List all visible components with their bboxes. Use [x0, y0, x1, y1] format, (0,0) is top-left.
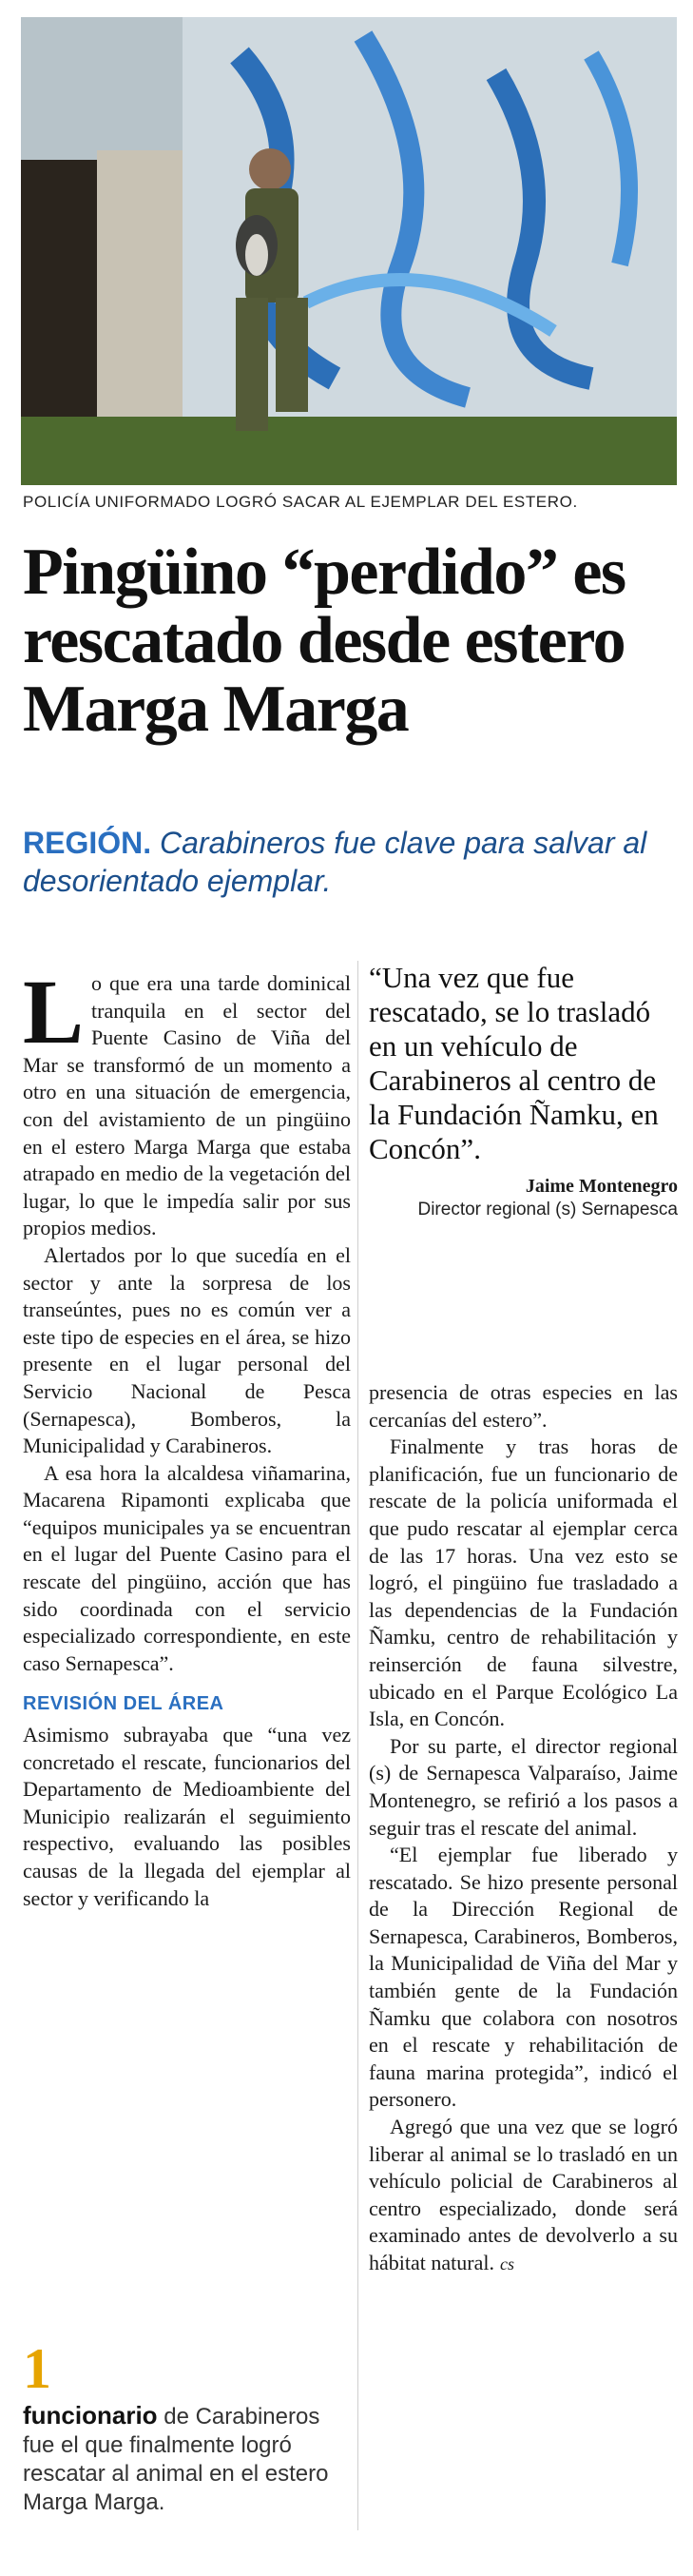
paragraph: Alertados por lo que sucedía en el sector y ante la sorpresa de los transeúntes, pues no es común ver a este tipo de especies en el área, se hizo presente en el lugar personal del Servicio Nacional de Pesca (Sernapesca), Bomberos, la Municipalidad y Carabineros. [23, 1242, 351, 1458]
paragraph: Asimismo subrayaba que “una vez concretado el rescate, funcionarios del Departamento de Medioambiente del Municipio realizarán el seguimiento respectivo, evaluando las posibles causas de la llegada del ejemplar al sector y verificando la [23, 1723, 351, 1910]
paragraph: presencia de otras especies en las cercanías del estero”. [369, 1380, 678, 1432]
deck-region: REGIÓN. [23, 826, 152, 860]
quote-text: “Una vez que fue rescatado, se lo trasladó en un vehículo de Carabineros al centro de la Fundación Ñamku, en Concón”. [369, 961, 659, 1165]
headline: Pingüino “perdido” es rescatado desde estero Marga Marga [23, 536, 626, 746]
subhead: REVISIÓN DEL ÁREA [23, 1693, 224, 1715]
paragraph: Por su parte, el director regional (s) de Sernapesca Valparaíso, Jaime Montenegro, se refirió a los pasos a seguir tras el rescate del animal. [369, 1733, 678, 1840]
fact-number: 1 [23, 2337, 51, 2400]
deck-text: Carabineros fue clave para salvar al desorientado ejemplar. [23, 826, 647, 898]
body-right-column [369, 1379, 678, 2278]
paragraph-text: Agregó que una vez que se logró liberar al animal se lo trasladó en un vehículo policial de Carabineros al centro especializado, donde será examinado antes de devolverlo a su hábitat natural. [369, 2115, 678, 2274]
body-left-column [23, 961, 351, 1912]
dropcap: L [23, 961, 85, 1063]
column-divider [357, 961, 358, 2530]
article-photo [21, 17, 677, 485]
end-mark: cs [499, 2254, 514, 2274]
quote-role: Director regional (s) Sernapesca [417, 1200, 678, 1220]
quote-author: Jaime Montenegro [525, 1176, 678, 1197]
photo-police-penguin-icon [21, 17, 677, 485]
fact-text [23, 2401, 351, 2517]
paragraph [23, 961, 351, 1242]
fact-rest: de Carabineros fue el que finalmente logró rescatar al animal en el estero Marga Marga. [23, 2404, 329, 2515]
pull-quote [369, 961, 678, 1220]
fact-bold: funcionario [23, 2401, 158, 2430]
paragraph: A esa hora la alcaldesa viñamarina, Macarena Ripamonti explicaba que “equipos municipales ya se encuentran en el lugar del Puente Casino para el rescate del pingüino, acción que has sido coordinada con el servicio especializado correspondiente, en este caso Sernapesca”. [23, 1460, 351, 1675]
deck [23, 824, 679, 900]
paragraph: “El ejemplar fue liberado y rescatado. Se hizo presente personal de la Dirección Regional de Sernapesca, Carabineros, Bomberos, la Municipalidad de Viña del Mar y también gente de la Fundación Ñamku que colabora con nosotros en el rescate y rehabilitación de fauna marina protegida”, indicó el personero. [369, 1843, 678, 2112]
fact-box [23, 2337, 351, 2517]
paragraph-text: o que era una tarde dominical tranquila en el sector del Puente Casino de Viña del Mar se transformó de un momento a otro en una situación de emergencia, con del avistamiento de un pingüino en el estero Marga Marga que estaba atrapado en medio de la vegetación del lugar, lo que le impedía salir por sus propios medios. [23, 971, 351, 1240]
photo-caption: POLICÍA UNIFORMADO LOGRÓ SACAR AL EJEMPLAR DEL ESTERO. [23, 493, 578, 511]
paragraph [369, 2114, 678, 2278]
paragraph: Finalmente y tras horas de planificación, fue un funcionario de rescate de la policía uniformada el que pudo rescatar al ejemplar cerca de las 17 horas. Una vez esto se logró, el pingüino fue trasladado a las dependencias de la Fundación Ñamku, centro de rehabilitación y reinserción de fauna silvestre, ubicado en el Parque Ecológico La Isla, en Concón. [369, 1434, 678, 1731]
